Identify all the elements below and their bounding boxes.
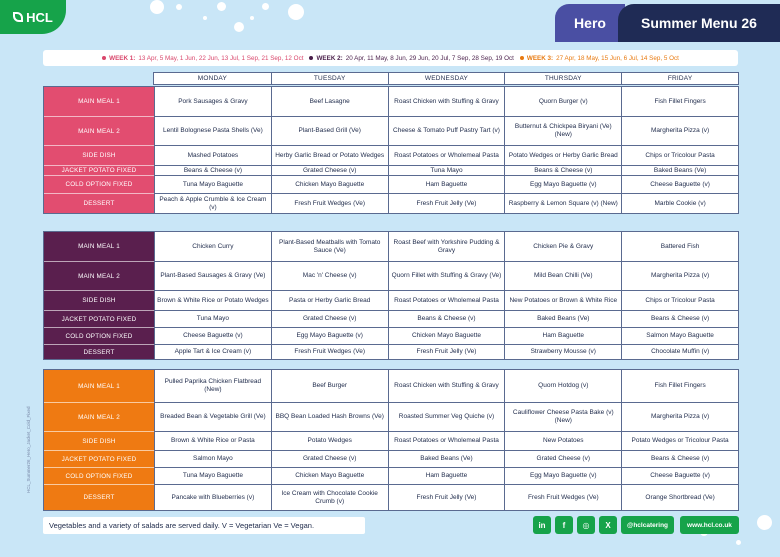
menu-cell: Beans & Cheese (v) bbox=[388, 310, 505, 327]
decor-bubble bbox=[150, 0, 164, 14]
menu-cell: Tuna Mayo bbox=[154, 310, 271, 327]
logo-text: HCL bbox=[26, 9, 53, 25]
menu-cell: Grated Cheese (v) bbox=[271, 310, 388, 327]
menu-cell: Quorn Burger (v) bbox=[504, 87, 621, 116]
menu-cell: Pork Sausages & Gravy bbox=[154, 87, 271, 116]
decor-bubble bbox=[288, 4, 304, 20]
menu-cell: Quorn Fillet with Stuffing & Gravy (Ve) bbox=[388, 261, 505, 290]
menu-cell: Lentil Bolognese Pasta Shells (Ve) bbox=[154, 116, 271, 145]
menu-cell: Beef Burger bbox=[271, 370, 388, 402]
menu-cell: Potato Wedges bbox=[271, 431, 388, 450]
week-2-menu-table bbox=[43, 231, 739, 360]
website-link[interactable]: www.hcl.co.uk bbox=[680, 516, 739, 534]
menu-cell: Pasta or Herby Garlic Bread bbox=[271, 290, 388, 310]
week-1-menu-table bbox=[43, 86, 739, 214]
row-label: MAIN MEAL 1 bbox=[44, 87, 154, 116]
menu-cell: Chicken Curry bbox=[154, 232, 271, 261]
row-label: DESSERT bbox=[44, 344, 154, 359]
menu-cell: Plant-Based Meatballs with Tomato Sauce (Ve) bbox=[271, 232, 388, 261]
menu-cell: Egg Mayo Baguette (v) bbox=[504, 467, 621, 484]
menu-cell: Chicken Mayo Baguette bbox=[388, 327, 505, 344]
leaf-icon bbox=[13, 12, 23, 22]
menu-cell: Marble Cookie (v) bbox=[621, 193, 738, 213]
menu-cell: New Potatoes bbox=[504, 431, 621, 450]
menu-cell: Strawberry Mousse (v) bbox=[504, 344, 621, 359]
week-2-dates bbox=[309, 55, 513, 62]
menu-cell: Grated Cheese (v) bbox=[271, 450, 388, 467]
menu-cell: Pancake with Blueberries (v) bbox=[154, 484, 271, 510]
menu-cell: Grated Cheese (v) bbox=[271, 165, 388, 175]
menu-cell: Roast Potatoes or Wholemeal Pasta bbox=[388, 431, 505, 450]
week-dates: 13 Apr, 5 May, 1 Jun, 22 Jun, 13 Jul, 1 Sep, 21 Sep, 12 Oct bbox=[138, 54, 304, 62]
menu-cell: Roast Chicken with Stuffing & Gravy bbox=[388, 370, 505, 402]
day-header-thursday: THURSDAY bbox=[504, 73, 621, 84]
menu-cell: Tuna Mayo Baguette bbox=[154, 175, 271, 193]
menu-cell: BBQ Bean Loaded Hash Browns (Ve) bbox=[271, 402, 388, 431]
menu-cell: Mashed Potatoes bbox=[154, 145, 271, 165]
decor-bubble bbox=[250, 16, 254, 20]
menu-cell: Apple Tart & Ice Cream (v) bbox=[154, 344, 271, 359]
menu-cell: New Potatoes or Brown & White Rice bbox=[504, 290, 621, 310]
week-dates-bar bbox=[43, 50, 738, 66]
menu-cell: Roast Chicken with Stuffing & Gravy bbox=[388, 87, 505, 116]
menu-cell: Fresh Fruit Wedges (Ve) bbox=[271, 193, 388, 213]
row-label: MAIN MEAL 1 bbox=[44, 370, 154, 402]
row-label: MAIN MEAL 1 bbox=[44, 232, 154, 261]
row-label: MAIN MEAL 2 bbox=[44, 261, 154, 290]
menu-cell: Egg Mayo Baguette (v) bbox=[504, 175, 621, 193]
decor-bubble bbox=[176, 4, 182, 10]
menu-cell: Mac 'n' Cheese (v) bbox=[271, 261, 388, 290]
bullet-icon bbox=[520, 56, 524, 60]
menu-cell: Baked Beans (Ve) bbox=[388, 450, 505, 467]
menu-cell: Pulled Paprika Chicken Flatbread (New) bbox=[154, 370, 271, 402]
day-header-friday: FRIDAY bbox=[621, 73, 738, 84]
week-label: WEEK 1: bbox=[109, 54, 136, 62]
menu-cell: Salmon Mayo Baguette bbox=[621, 327, 738, 344]
menu-cell: Roast Potatoes or Wholemeal Pasta bbox=[388, 145, 505, 165]
menu-cell: Ham Baguette bbox=[388, 175, 505, 193]
menu-cell: Salmon Mayo bbox=[154, 450, 271, 467]
menu-cell: Baked Beans (Ve) bbox=[504, 310, 621, 327]
menu-cell: Plant-Based Sausages & Gravy (Ve) bbox=[154, 261, 271, 290]
menu-cell: Ham Baguette bbox=[504, 327, 621, 344]
row-label: COLD OPTION FIXED bbox=[44, 467, 154, 484]
week-label: WEEK 2: bbox=[316, 54, 343, 62]
menu-cell: Cauliflower Cheese Pasta Bake (v) (New) bbox=[504, 402, 621, 431]
menu-cell: Fresh Fruit Jelly (Ve) bbox=[388, 193, 505, 213]
menu-cell: Grated Cheese (v) bbox=[504, 450, 621, 467]
social-handle[interactable]: @hclcatering bbox=[621, 516, 674, 534]
menu-cell: Herby Garlic Bread or Potato Wedges bbox=[271, 145, 388, 165]
bullet-icon bbox=[309, 56, 313, 60]
menu-cell: Beans & Cheese (v) bbox=[621, 450, 738, 467]
day-header-row bbox=[153, 72, 739, 85]
week-label: WEEK 3: bbox=[526, 54, 554, 62]
menu-cell: Chicken Pie & Gravy bbox=[504, 232, 621, 261]
menu-cell: Potato Wedges or Herby Garlic Bread bbox=[504, 145, 621, 165]
menu-cell: Ham Baguette bbox=[388, 467, 505, 484]
menu-cell: Beans & Cheese (v) bbox=[621, 310, 738, 327]
menu-cell: Plant-Based Grill (Ve) bbox=[271, 116, 388, 145]
facebook-icon[interactable]: f bbox=[555, 516, 573, 534]
menu-cell: Fish Fillet Fingers bbox=[621, 370, 738, 402]
menu-cell: Cheese & Tomato Puff Pastry Tart (v) bbox=[388, 116, 505, 145]
week-3-dates bbox=[520, 55, 679, 62]
menu-cell: Margherita Pizza (v) bbox=[621, 402, 738, 431]
row-label: SIDE DISH bbox=[44, 431, 154, 450]
menu-cell: Battered Fish bbox=[621, 232, 738, 261]
week-1-dates bbox=[102, 55, 303, 62]
row-label: JACKET POTATO FIXED bbox=[44, 310, 154, 327]
social-links bbox=[533, 516, 739, 535]
menu-cell: Beans & Cheese (v) bbox=[504, 165, 621, 175]
menu-cell: Fresh Fruit Jelly (Ve) bbox=[388, 344, 505, 359]
decor-bubble bbox=[217, 2, 226, 11]
menu-cell: Chips or Tricolour Pasta bbox=[621, 145, 738, 165]
hcl-logo bbox=[0, 0, 66, 34]
menu-cell: Raspberry & Lemon Square (v) (New) bbox=[504, 193, 621, 213]
row-label: JACKET POTATO FIXED bbox=[44, 450, 154, 467]
menu-cell: Brown & White Rice or Pasta bbox=[154, 431, 271, 450]
decor-bubble bbox=[736, 540, 741, 545]
row-label: DESSERT bbox=[44, 193, 154, 213]
menu-cell: Ice Cream with Chocolate Cookie Crumb (v) bbox=[271, 484, 388, 510]
menu-cell: Cheese Baguette (v) bbox=[154, 327, 271, 344]
day-header-wednesday: WEDNESDAY bbox=[388, 73, 505, 84]
menu-title: Summer Menu 26 bbox=[618, 4, 780, 42]
week-dates: 27 Apr, 18 May, 15 Jun, 6 Jul, 14 Sep, 5 Oct bbox=[556, 54, 679, 62]
menu-cell: Egg Mayo Baguette (v) bbox=[271, 327, 388, 344]
menu-cell: Chicken Mayo Baguette bbox=[271, 467, 388, 484]
menu-cell: Potato Wedges or Tricolour Pasta bbox=[621, 431, 738, 450]
row-label: JACKET POTATO FIXED bbox=[44, 165, 154, 175]
menu-cell: Chips or Tricolour Pasta bbox=[621, 290, 738, 310]
menu-cell: Cheese Baguette (v) bbox=[621, 467, 738, 484]
x-icon[interactable]: X bbox=[599, 516, 617, 534]
bullet-icon bbox=[102, 56, 106, 60]
menu-cell: Fresh Fruit Jelly (Ve) bbox=[388, 484, 505, 510]
menu-cell: Quorn Hotdog (v) bbox=[504, 370, 621, 402]
menu-cell: Margherita Pizza (v) bbox=[621, 261, 738, 290]
week-dates: 20 Apr, 11 May, 8 Jun, 29 Jun, 20 Jul, 7 Sep, 28 Sep, 19 Oct bbox=[345, 54, 514, 62]
row-label: MAIN MEAL 2 bbox=[44, 402, 154, 431]
menu-cell: Roast Beef with Yorkshire Pudding & Gravy bbox=[388, 232, 505, 261]
decor-bubble bbox=[757, 515, 772, 530]
menu-cell: Beans & Cheese (v) bbox=[154, 165, 271, 175]
menu-cell: Fresh Fruit Wedges (Ve) bbox=[504, 484, 621, 510]
decor-bubble bbox=[234, 22, 244, 32]
row-label: SIDE DISH bbox=[44, 290, 154, 310]
menu-cell: Chocolate Muffin (v) bbox=[621, 344, 738, 359]
row-label: COLD OPTION FIXED bbox=[44, 175, 154, 193]
instagram-icon[interactable]: ◎ bbox=[577, 516, 595, 534]
menu-cell: Baked Beans (Ve) bbox=[621, 165, 738, 175]
row-label: DESSERT bbox=[44, 484, 154, 510]
dietary-footnote: Vegetables and a variety of salads are served daily. V = Vegetarian Ve = Vegan. bbox=[43, 517, 365, 534]
menu-cell: Fish Fillet Fingers bbox=[621, 87, 738, 116]
linkedin-icon[interactable]: in bbox=[533, 516, 551, 534]
day-header-tuesday: TUESDAY bbox=[271, 73, 388, 84]
menu-cell: Mild Bean Chilli (Ve) bbox=[504, 261, 621, 290]
menu-cell: Breaded Bean & Vegetable Grill (Ve) bbox=[154, 402, 271, 431]
menu-cell: Orange Shortbread (Ve) bbox=[621, 484, 738, 510]
menu-cell: Tuna Mayo Baguette bbox=[154, 467, 271, 484]
menu-cell: Fresh Fruit Wedges (Ve) bbox=[271, 344, 388, 359]
document-code: HCL_Summer26_Hero_Jacket_Cold_Fixed bbox=[26, 406, 31, 494]
day-header-monday: MONDAY bbox=[197, 75, 228, 82]
row-label: SIDE DISH bbox=[44, 145, 154, 165]
menu-cell: Cheese Baguette (v) bbox=[621, 175, 738, 193]
row-label: MAIN MEAL 2 bbox=[44, 116, 154, 145]
row-label: COLD OPTION FIXED bbox=[44, 327, 154, 344]
decor-bubble bbox=[203, 16, 207, 20]
menu-cell: Butternut & Chickpea Biryani (Ve) (New) bbox=[504, 116, 621, 145]
week-3-menu-table bbox=[43, 369, 739, 511]
menu-cell: Brown & White Rice or Potato Wedges bbox=[154, 290, 271, 310]
hero-label: Hero bbox=[555, 4, 625, 42]
menu-cell: Roasted Summer Veg Quiche (v) bbox=[388, 402, 505, 431]
decor-bubble bbox=[262, 3, 269, 10]
menu-cell: Roast Potatoes or Wholemeal Pasta bbox=[388, 290, 505, 310]
menu-cell: Chicken Mayo Baguette bbox=[271, 175, 388, 193]
menu-cell: Beef Lasagne bbox=[271, 87, 388, 116]
menu-cell: Margherita Pizza (v) bbox=[621, 116, 738, 145]
menu-cell: Peach & Apple Crumble & Ice Cream (v) bbox=[154, 193, 271, 213]
menu-cell: Tuna Mayo bbox=[388, 165, 505, 175]
